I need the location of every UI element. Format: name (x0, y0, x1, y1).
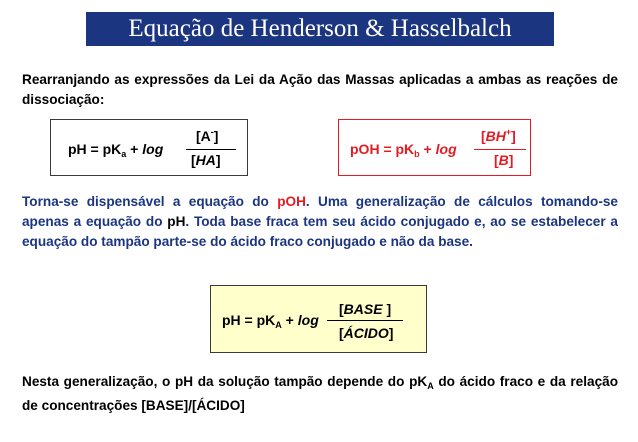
general-fraction-numerator: [BASE ] (339, 301, 392, 317)
acid-equation-box (50, 119, 248, 176)
general-fraction-bar (327, 320, 403, 321)
acid-fraction-bar (186, 149, 236, 150)
intro-paragraph: Rearranjando as expressões da Lei da Ação das Massas aplicadas a ambas as reações de dissociação: (22, 72, 618, 107)
slide-title: Equação de Henderson & Hasselbalch (128, 15, 512, 42)
general-equation-lhs: pH = $pK_A + \log$ (222, 312, 319, 330)
acid-fraction-numerator: [A-] (196, 127, 219, 144)
acid-fraction-denominator: [HA] (191, 152, 221, 168)
slide-title-bar (86, 12, 554, 46)
base-equation-lhs: pOH = $pK_b + \log$ (350, 141, 457, 159)
acid-equation-lhs: pH = $pK_a + \log$ (68, 141, 164, 159)
general-fraction-denominator: [ÁCIDO] (339, 325, 394, 341)
base-fraction-bar (474, 149, 526, 150)
base-equation-box (338, 119, 531, 176)
base-fraction-denominator: [B] (494, 152, 514, 168)
general-equation-box (210, 285, 427, 353)
generalization-paragraph: Torna-se dispensável a equação do pOH. Uma generalização de cálculos tomando-se apenas a equação do pH. Toda base fraca tem seu ácido conjugado e, ao se estabelecer a equação do tampão parte-se do ácido fraco conjugado e não da base. (22, 194, 618, 249)
closing-paragraph: Nesta generalização, o pH da solução tampão depende do $pK_A$ do ácido fraco e da relação de concentrações [BASE]/[ÁCIDO] (22, 374, 618, 413)
base-fraction-numerator: [BH+] (481, 127, 516, 144)
